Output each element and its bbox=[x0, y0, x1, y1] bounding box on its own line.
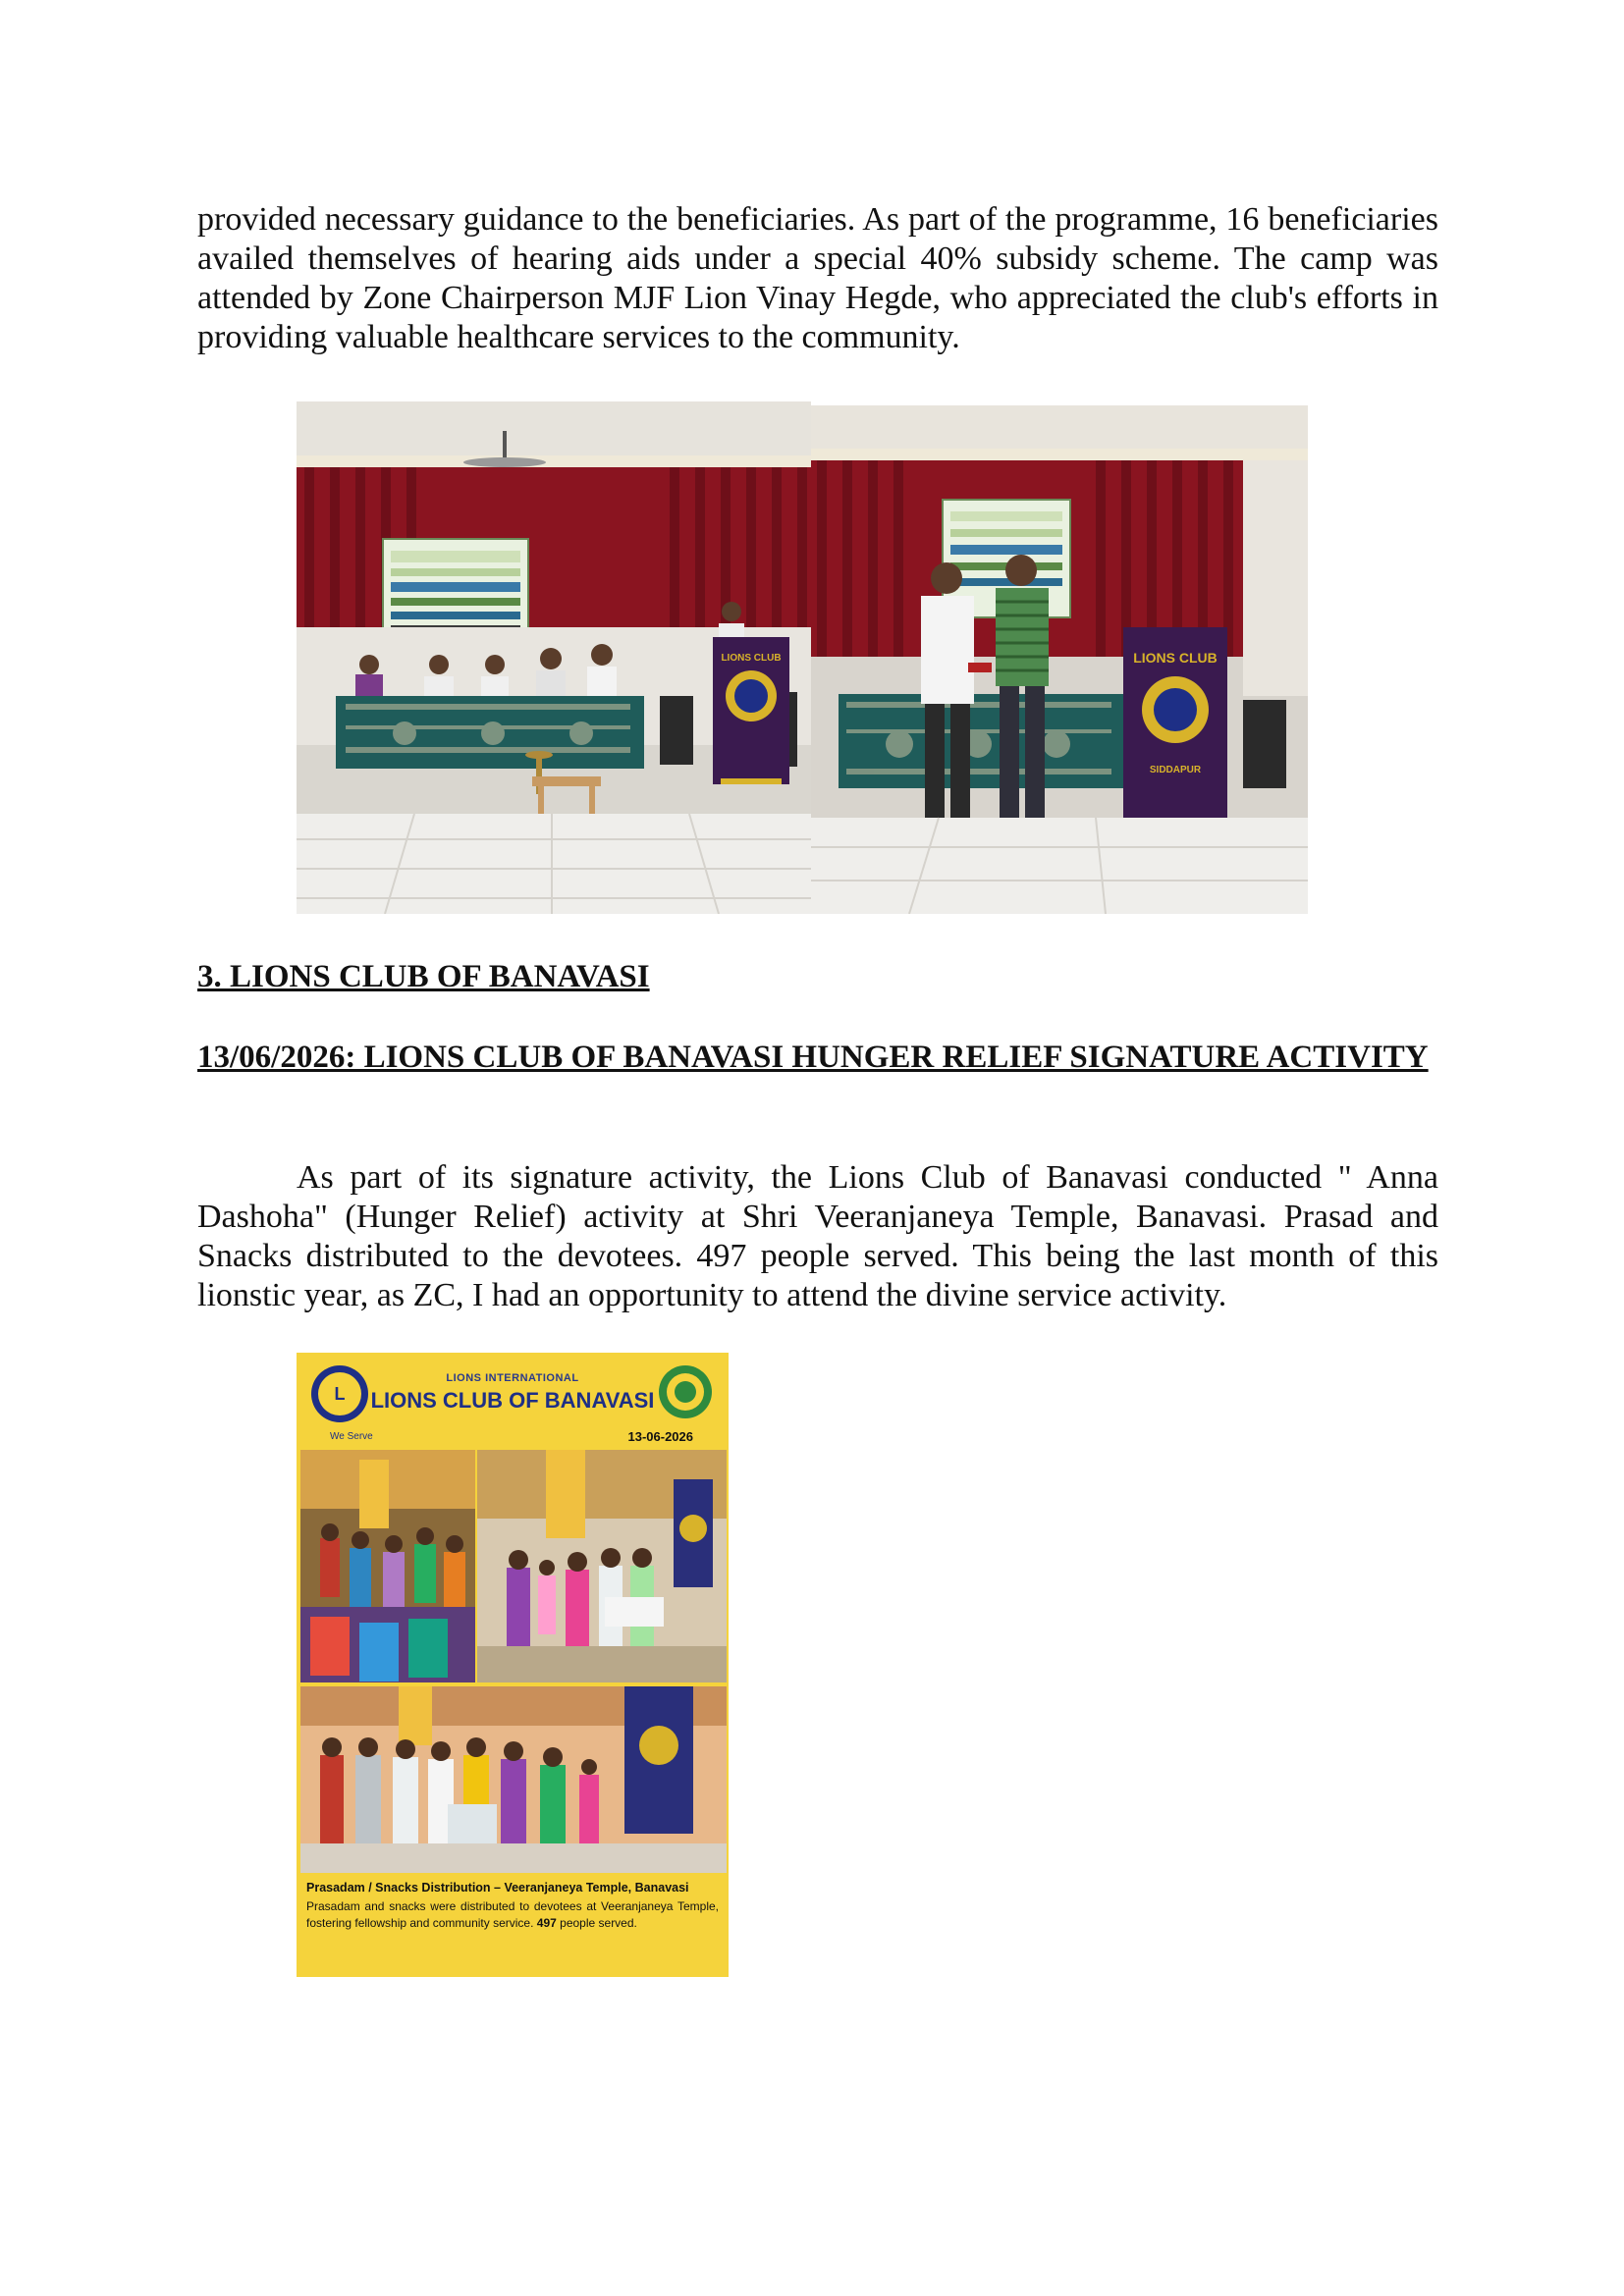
section-heading: 3. LIONS CLUB OF BANAVASI bbox=[197, 959, 650, 994]
activity-heading: 13/06/2026: LIONS CLUB OF BANAVASI HUNGER RELIEF SIGNATURE ACTIVITY bbox=[197, 1040, 1429, 1075]
poster-caption-count: 497 bbox=[536, 1916, 557, 1930]
poster-date: 13-06-2026 bbox=[627, 1429, 693, 1444]
intro-paragraph: provided necessary guidance to the beneficiaries. As part of the programme, 16 beneficiaries availed themselves of hearing aids under a special 40% subsidy scheme. The camp was attended by Zone Chairperson MJF Lion Vinay Hegde, who appreciated the club's efforts in providing valuable healthcare services to the community. bbox=[197, 201, 1438, 355]
poster-caption-body bbox=[306, 1898, 719, 1932]
svg-text:L: L bbox=[334, 1384, 346, 1404]
activity-poster bbox=[297, 1353, 729, 1977]
poster-title: LIONS CLUB OF BANAVASI bbox=[370, 1388, 655, 1413]
poster-caption-text-start: Prasadam and snacks were distributed to devotees at Veeranjaneya Temple, fostering fellowship and community service. bbox=[306, 1899, 719, 1930]
poster-motto: We Serve bbox=[330, 1431, 373, 1442]
banner-place-text: SIDDAPUR bbox=[1149, 765, 1202, 775]
poster-photo-group bbox=[477, 1450, 727, 1682]
poster-top-label: LIONS INTERNATIONAL bbox=[446, 1372, 579, 1384]
activity-paragraph: As part of its signature activity, the Lions Club of Banavasi conducted " Anna Dashoha" (Hunger Relief) activity at Shri Veeranjaneya Temple, Banavasi. Prasad and Snacks distributed to the devotees. 497 people served. This being the last month of this lionstic year, as ZC, I had an opportunity to attend the divine service activity. bbox=[197, 1159, 1438, 1313]
poster-caption-title: Prasadam / Snacks Distribution – Veeranjaneya Temple, Banavasi bbox=[306, 1881, 689, 1895]
poster-photo-devotees bbox=[300, 1450, 475, 1682]
poster-photo-distribution bbox=[300, 1686, 727, 1873]
poster-caption-text-end: people served. bbox=[556, 1916, 637, 1930]
left-banner-text: LIONS CLUB bbox=[721, 653, 782, 664]
camp-stage-photo bbox=[297, 401, 811, 914]
hearing-aid-handover-photo bbox=[811, 405, 1308, 914]
right-banner-text: LIONS CLUB bbox=[1133, 650, 1218, 666]
